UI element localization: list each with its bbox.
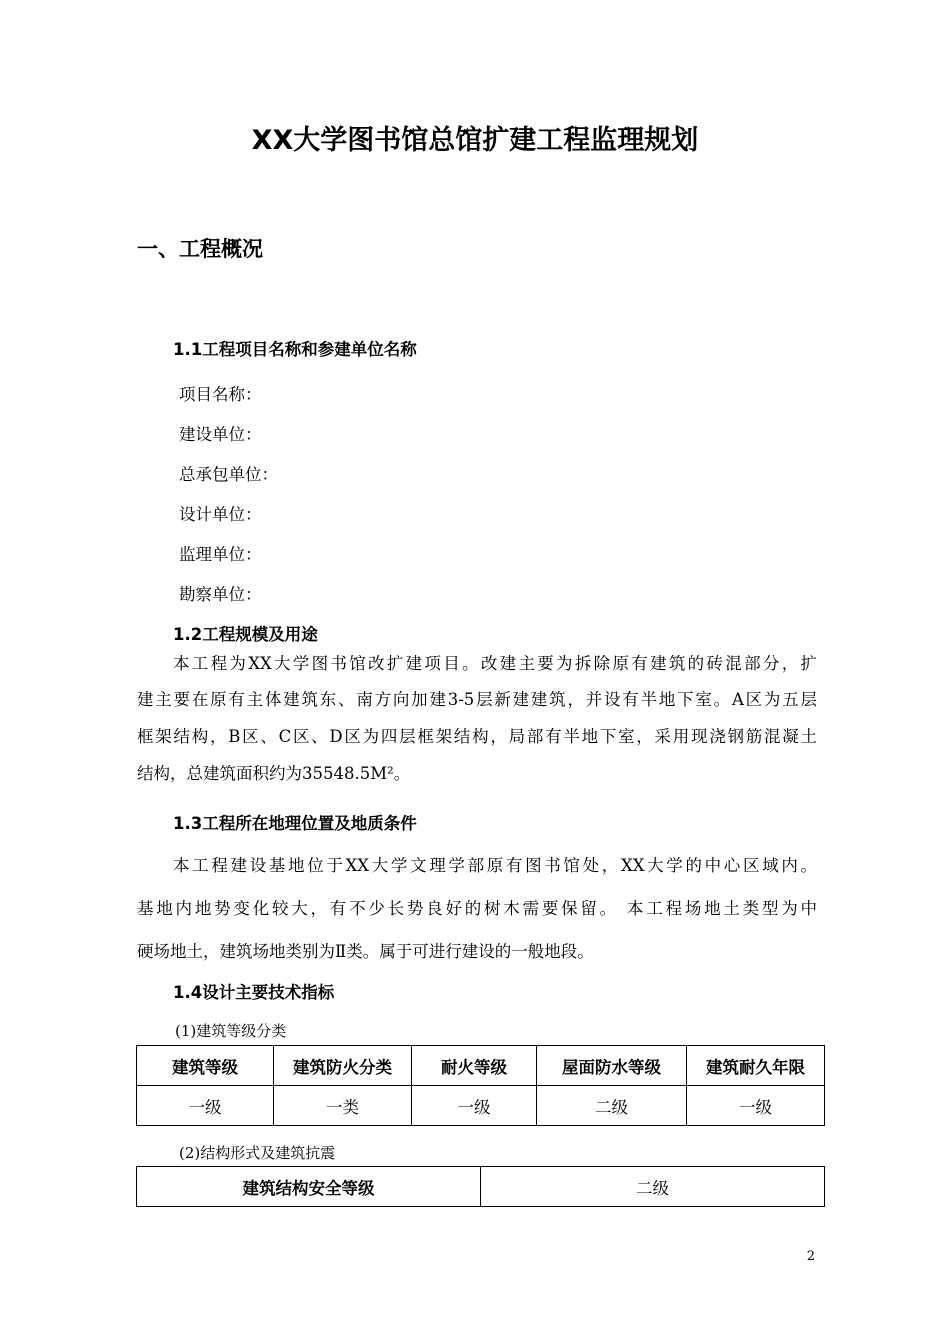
page-number: 2 — [806, 1249, 815, 1264]
paragraph-line: 本工程为XX大学图书馆改扩建项目。改建主要为拆除原有建筑的砖混部分，扩 — [173, 654, 817, 673]
subsection-heading: 1.3工程所在地理位置及地质条件 — [173, 814, 417, 833]
table-caption: (2)结构形式及建筑抗震 — [179, 1144, 336, 1162]
paragraph-line: 结构，总建筑面积约为35548.5M²。 — [137, 764, 411, 783]
table-row — [137, 1167, 825, 1207]
table-cell: 一类 — [274, 1086, 412, 1126]
survey-unit-field: 勘察单位： — [179, 585, 262, 604]
paragraph-line: 硬场地土，建筑场地类别为Ⅱ类。属于可进行建设的一般地段。 — [137, 942, 594, 961]
subsection-heading: 1.4设计主要技术指标 — [173, 983, 335, 1002]
paragraph-line: 框架结构，B区、C区、D区为四层框架结构，局部有半地下室，采用现浇钢筋混凝土 — [137, 727, 817, 746]
table-cell: 一级 — [412, 1086, 537, 1126]
project-name-field: 项目名称： — [179, 385, 262, 404]
table-header-row — [137, 1046, 825, 1086]
document-title: XX大学图书馆总馆扩建工程监理规划 — [251, 125, 699, 156]
owner-unit-field: 建设单位： — [179, 425, 262, 444]
table-cell: 二级 — [537, 1086, 687, 1126]
subsection-heading: 1.2工程规模及用途 — [173, 625, 318, 644]
table-header-cell: 建筑防火分类 — [274, 1046, 412, 1086]
paragraph-line: 建主要在原有主体建筑东、南方向加建3-5层新建建筑，并设有半地下室。A区为五层 — [137, 690, 817, 709]
table-header-cell: 建筑结构安全等级 — [137, 1167, 481, 1207]
table-cell: 一级 — [687, 1086, 825, 1126]
section-heading: 一、工程概况 — [137, 237, 263, 261]
table-header-cell: 耐火等级 — [412, 1046, 537, 1086]
building-grade-table — [136, 1045, 825, 1126]
table-header-cell: 建筑耐久年限 — [687, 1046, 825, 1086]
table-cell: 二级 — [481, 1167, 825, 1207]
table-row — [137, 1086, 825, 1126]
contractor-field: 总承包单位： — [179, 465, 278, 484]
table-caption: (1)建筑等级分类 — [175, 1022, 287, 1040]
structure-safety-table — [136, 1166, 825, 1207]
design-unit-field: 设计单位： — [179, 505, 262, 524]
paragraph-line: 本工程建设基地位于XX大学文理学部原有图书馆处，XX大学的中心区域内。 — [173, 856, 817, 875]
table-header-cell: 建筑等级 — [137, 1046, 274, 1086]
paragraph-line: 基地内地势变化较大，有不少长势良好的树木需要保留。 本工程场地土类型为中 — [137, 899, 817, 918]
table-header-cell: 屋面防水等级 — [537, 1046, 687, 1086]
subsection-heading: 1.1工程项目名称和参建单位名称 — [173, 340, 417, 359]
table-cell: 一级 — [137, 1086, 274, 1126]
supervision-unit-field: 监理单位： — [179, 545, 262, 564]
